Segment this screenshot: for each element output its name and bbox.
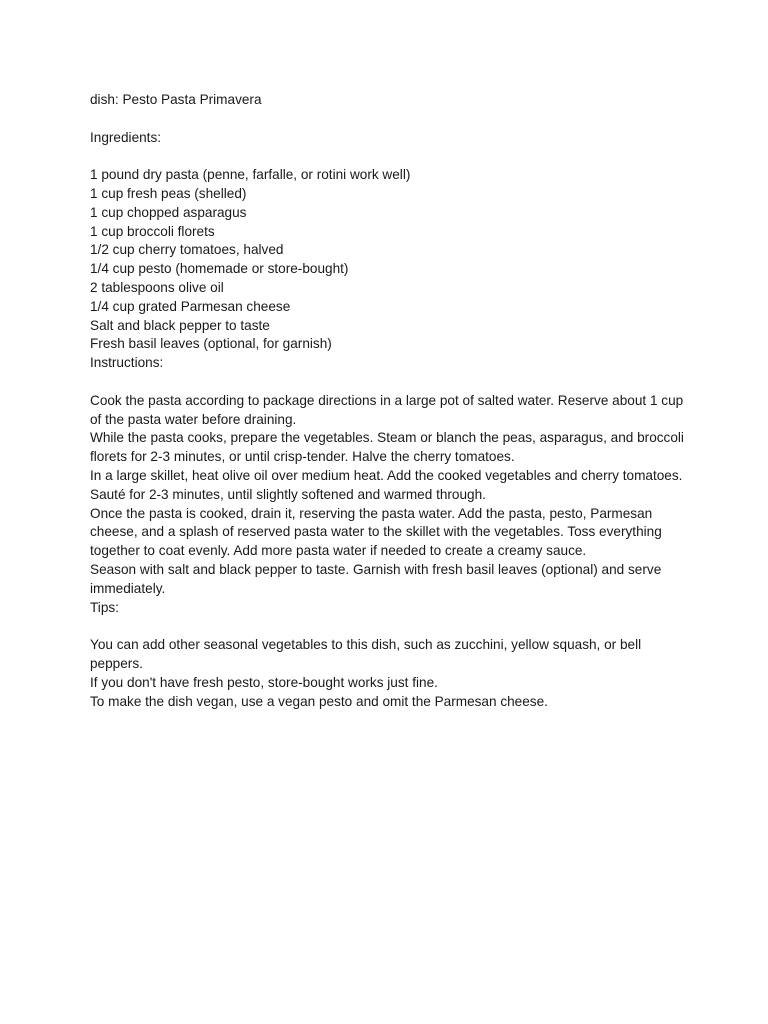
document-title: dish: Pesto Pasta Primavera <box>90 92 262 107</box>
tip-item: You can add other seasonal vegetables to this dish, such as zucchini, yellow squash, or bell peppers. <box>90 637 642 671</box>
instructions-list <box>90 392 690 599</box>
ingredient-item: Fresh basil leaves (optional, for garnish) <box>90 336 332 352</box>
ingredients-list <box>90 166 690 354</box>
ingredient-item: 1/4 cup pesto (homemade or store-bought) <box>90 261 349 277</box>
instruction-step: Cook the pasta according to package directions in a large pot of salted water. Reserve about 1 cup of the pasta water before draining. <box>90 392 684 427</box>
tip-item: If you don't have fresh pesto, store-bought works just fine. <box>90 674 438 690</box>
instructions-heading: Instructions: <box>90 355 164 371</box>
ingredient-item: 1/4 cup grated Parmesan cheese <box>90 298 291 314</box>
instruction-step: Once the pasta is cooked, drain it, reserving the pasta water. Add the pasta, pesto, Parmesan cheese, and a splash of reserved pasta water to the skillet with the vegetables. Toss everything together to coat evenly. Add more pasta water if needed to create a creamy sauce. <box>90 505 662 559</box>
instruction-step: Season with salt and black pepper to taste. Garnish with fresh basil leaves (optional) and serve immediately. <box>90 561 662 596</box>
ingredient-item: 2 tablespoons olive oil <box>90 279 224 295</box>
spacer <box>90 110 690 129</box>
ingredient-item: 1 cup fresh peas (shelled) <box>90 185 247 201</box>
ingredient-item: 1/2 cup cherry tomatoes, halved <box>90 242 284 258</box>
recipe-document <box>90 91 690 711</box>
instruction-step: While the pasta cooks, prepare the vegetables. Steam or blanch the peas, asparagus, and broccoli florets for 2-3 minutes, or until crisp-tender. Halve the cherry tomatoes. <box>90 430 684 465</box>
tip-item: To make the dish vegan, use a vegan pesto and omit the Parmesan cheese. <box>90 693 548 709</box>
tips-list <box>90 636 690 711</box>
ingredient-item: 1 pound dry pasta (penne, farfalle, or rotini work well) <box>90 167 411 183</box>
spacer <box>90 617 690 636</box>
ingredient-item: Salt and black pepper to taste <box>90 317 270 333</box>
tips-heading: Tips: <box>90 599 119 615</box>
ingredients-heading: Ingredients: <box>90 129 162 145</box>
ingredient-item: 1 cup chopped asparagus <box>90 204 247 220</box>
ingredient-item: 1 cup broccoli florets <box>90 223 215 239</box>
spacer <box>90 147 690 166</box>
spacer <box>90 373 690 392</box>
instruction-step: In a large skillet, heat olive oil over medium heat. Add the cooked vegetables and cherry tomatoes. Sauté for 2-3 minutes, until slightly softened and warmed through. <box>90 467 683 502</box>
